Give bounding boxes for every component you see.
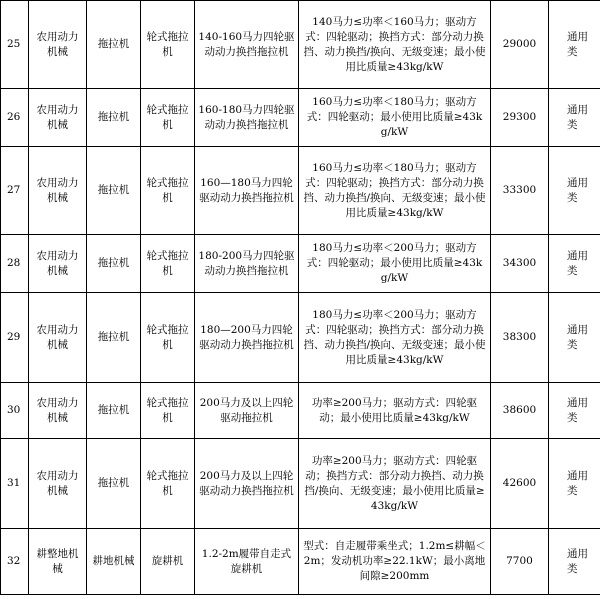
model-cell: 160—180马力四轮驱动动力换挡拖拉机 [195,147,299,235]
type-cell: 拖拉机 [87,293,141,383]
category-cell: 农用动力机械 [29,89,87,147]
class-cell: 通用类 [549,439,600,529]
type-cell: 拖拉机 [87,147,141,235]
spec-cell: 180马力≤功率＜200马力；驱动方式：四轮驱动；换挡方式：部分动力换挡、动力换挡/换向、无级变速；最小使用比质量≥43kg/kW [299,293,491,383]
subtype-cell: 轮式拖拉机 [141,439,195,529]
row-number: 30 [1,383,29,439]
subtype-cell: 轮式拖拉机 [141,235,195,293]
subtype-cell: 轮式拖拉机 [141,147,195,235]
class-cell: 通用类 [549,383,600,439]
model-cell: 200马力及以上四轮驱动拖拉机 [195,383,299,439]
subtype-cell: 轮式拖拉机 [141,1,195,89]
class-cell: 通用类 [549,147,600,235]
spec-cell: 160马力≤功率＜180马力；驱动方式：四轮驱动；换挡方式：部分动力换挡、动力换挡/换向、无级变速；最小使用比质量≥43kg/kW [299,147,491,235]
spec-cell: 180马力≤功率＜200马力；驱动方式：四轮驱动；最小使用比质量≥43kg/kW [299,235,491,293]
model-cell: 160-180马力四轮驱动动力换挡拖拉机 [195,89,299,147]
row-number: 31 [1,439,29,529]
type-cell: 拖拉机 [87,439,141,529]
model-cell: 200马力及以上四轮驱动动力换挡拖拉机 [195,439,299,529]
price-cell: 38600 [491,383,549,439]
row-number: 27 [1,147,29,235]
price-cell: 29300 [491,89,549,147]
model-cell: 140-160马力四轮驱动动力换挡拖拉机 [195,1,299,89]
subtype-cell: 轮式拖拉机 [141,383,195,439]
subtype-cell: 旋耕机 [141,529,195,595]
price-cell: 33300 [491,147,549,235]
table-row [1,235,600,293]
type-cell: 拖拉机 [87,235,141,293]
row-number: 25 [1,1,29,89]
spec-cell: 功率≥200马力；驱动方式：四轮驱动；最小使用比质量≥43kg/kW [299,383,491,439]
model-cell: 1.2-2m履带自走式旋耕机 [195,529,299,595]
category-cell: 农用动力机械 [29,147,87,235]
subtype-cell: 轮式拖拉机 [141,293,195,383]
subtype-cell: 轮式拖拉机 [141,89,195,147]
category-cell: 耕整地机械 [29,529,87,595]
class-cell: 通用类 [549,235,600,293]
table-row [1,89,600,147]
price-cell: 34300 [491,235,549,293]
table-row [1,439,600,529]
spec-cell: 功率≥200马力；驱动方式：四轮驱动；换挡方式：部分动力换挡、动力换挡/换向、无级变速；最小使用比质量≥43kg/kW [299,439,491,529]
table-row [1,147,600,235]
row-number: 29 [1,293,29,383]
type-cell: 拖拉机 [87,383,141,439]
type-cell: 拖拉机 [87,89,141,147]
category-cell: 农用动力机械 [29,235,87,293]
class-cell: 通用类 [549,1,600,89]
table-row [1,1,600,89]
model-cell: 180—200马力四轮驱动动力换挡拖拉机 [195,293,299,383]
type-cell: 拖拉机 [87,1,141,89]
class-cell: 通用类 [549,529,600,595]
spec-cell: 140马力≤功率＜160马力；驱动方式：四轮驱动；换挡方式：部分动力换挡、动力换挡/换向、无级变速；最小使用比质量≥43kg/kW [299,1,491,89]
row-number: 28 [1,235,29,293]
table-row [1,529,600,595]
price-cell: 7700 [491,529,549,595]
category-cell: 农用动力机械 [29,1,87,89]
table-row [1,383,600,439]
table-row [1,293,600,383]
row-number: 32 [1,529,29,595]
price-cell: 42600 [491,439,549,529]
model-cell: 180-200马力四轮驱动动力换挡拖拉机 [195,235,299,293]
class-cell: 通用类 [549,89,600,147]
spec-cell: 160马力≤功率＜180马力；驱动方式：四轮驱动；最小使用比质量≥43kg/kW [299,89,491,147]
spec-cell: 型式：自走履带乘坐式；1.2m≤耕幅＜2m；发动机功率≥22.1kW；最小离地间隙≥200mm [299,529,491,595]
class-cell: 通用类 [549,293,600,383]
price-cell: 29000 [491,1,549,89]
category-cell: 农用动力机械 [29,293,87,383]
row-number: 26 [1,89,29,147]
category-cell: 农用动力机械 [29,383,87,439]
type-cell: 耕地机械 [87,529,141,595]
price-cell: 38300 [491,293,549,383]
category-cell: 农用动力机械 [29,439,87,529]
